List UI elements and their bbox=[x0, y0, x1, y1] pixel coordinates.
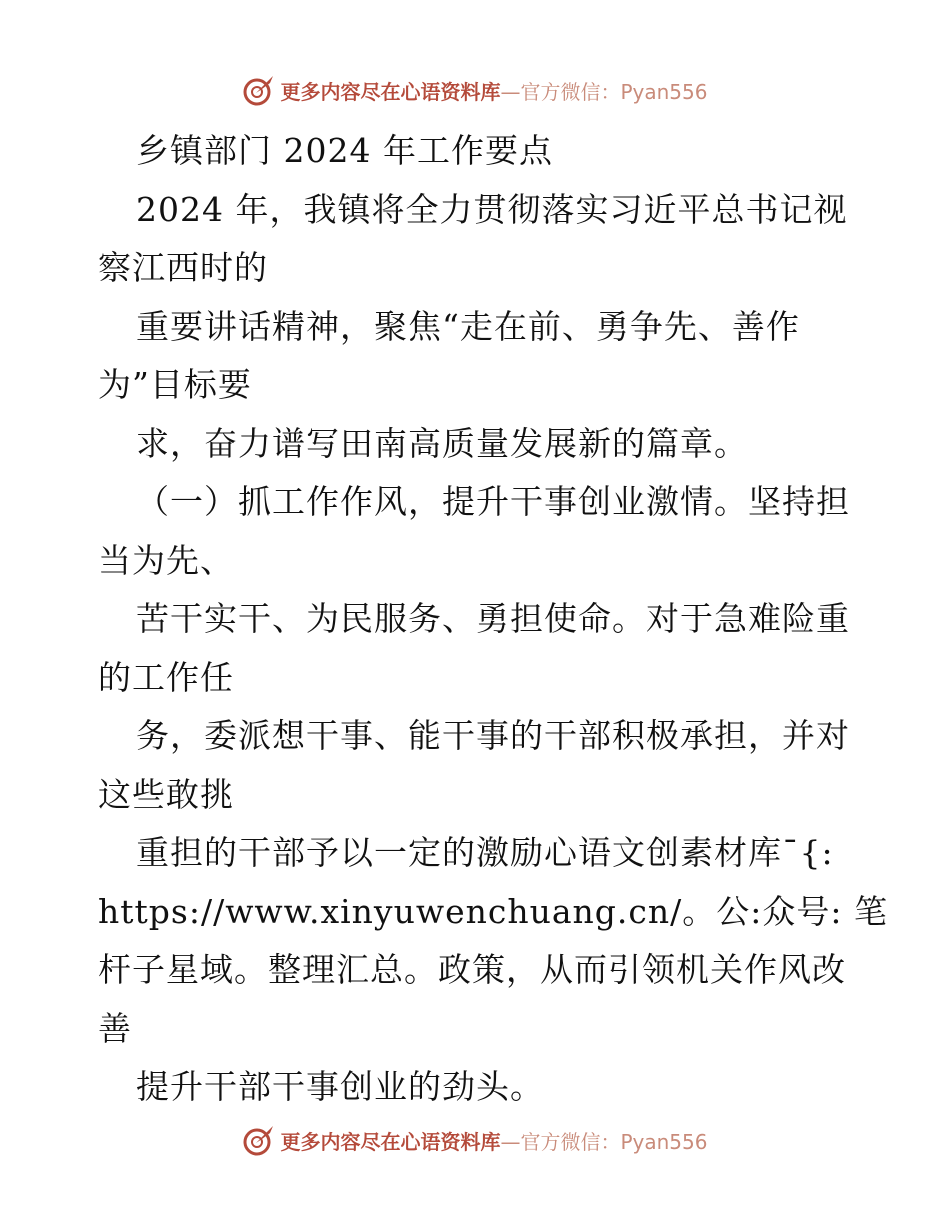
text-line: 重要讲话精神，聚焦“走在前、勇争先、善作 bbox=[136, 306, 800, 346]
text-line: 苦干实干、为民服务、勇担使命。对于急难险重 bbox=[136, 599, 850, 638]
text-line: 善 bbox=[98, 1008, 132, 1048]
footer-watermark bbox=[0, 1120, 950, 1160]
watermark-brand: 更多内容尽在心语资料库 bbox=[280, 1129, 501, 1154]
text-line: 2024 年，我镇将全力贯彻落实习近平总书记视 bbox=[136, 189, 848, 229]
text-line: 杆子星域。整理汇总。政策，从而引领机关作风改 bbox=[98, 950, 846, 989]
watermark-brand: 更多内容尽在心语资料库 bbox=[280, 79, 501, 104]
text-line: 重担的干部予以一定的激励心语文创素材库¯{: bbox=[136, 833, 834, 872]
text-line: 察江西时的 bbox=[98, 248, 268, 287]
quill-logo-icon bbox=[242, 1123, 276, 1157]
text-line: 提升干部干事创业的劲头。 bbox=[136, 1067, 544, 1106]
text-line: 的工作任 bbox=[98, 657, 234, 697]
text-line: 乡镇部门 2024 年工作要点 bbox=[136, 131, 553, 170]
watermark-suffix: —官方微信：Pyan556 bbox=[500, 1129, 708, 1154]
text-line: 务，委派想干事、能干事的干部积极承担，并对 bbox=[136, 716, 850, 755]
text-line: https://www.xinyuwenchuang.cn/。公:众号: 笔 bbox=[98, 891, 888, 931]
text-line: 当为先、 bbox=[98, 540, 234, 580]
document-body bbox=[98, 122, 888, 1117]
text-line: 求，奋力谱写田南高质量发展新的篇章。 bbox=[136, 423, 748, 463]
text-line: （一）抓工作作风，提升干事创业激情。坚持担 bbox=[136, 482, 850, 521]
quill-logo-icon bbox=[242, 73, 276, 107]
watermark-suffix: —官方微信：Pyan556 bbox=[500, 79, 708, 104]
text-line: 为”目标要 bbox=[98, 365, 252, 404]
watermark-text bbox=[280, 1126, 707, 1155]
watermark-text bbox=[280, 76, 707, 105]
header-watermark bbox=[0, 70, 950, 110]
text-line: 这些敢挑 bbox=[98, 774, 234, 814]
